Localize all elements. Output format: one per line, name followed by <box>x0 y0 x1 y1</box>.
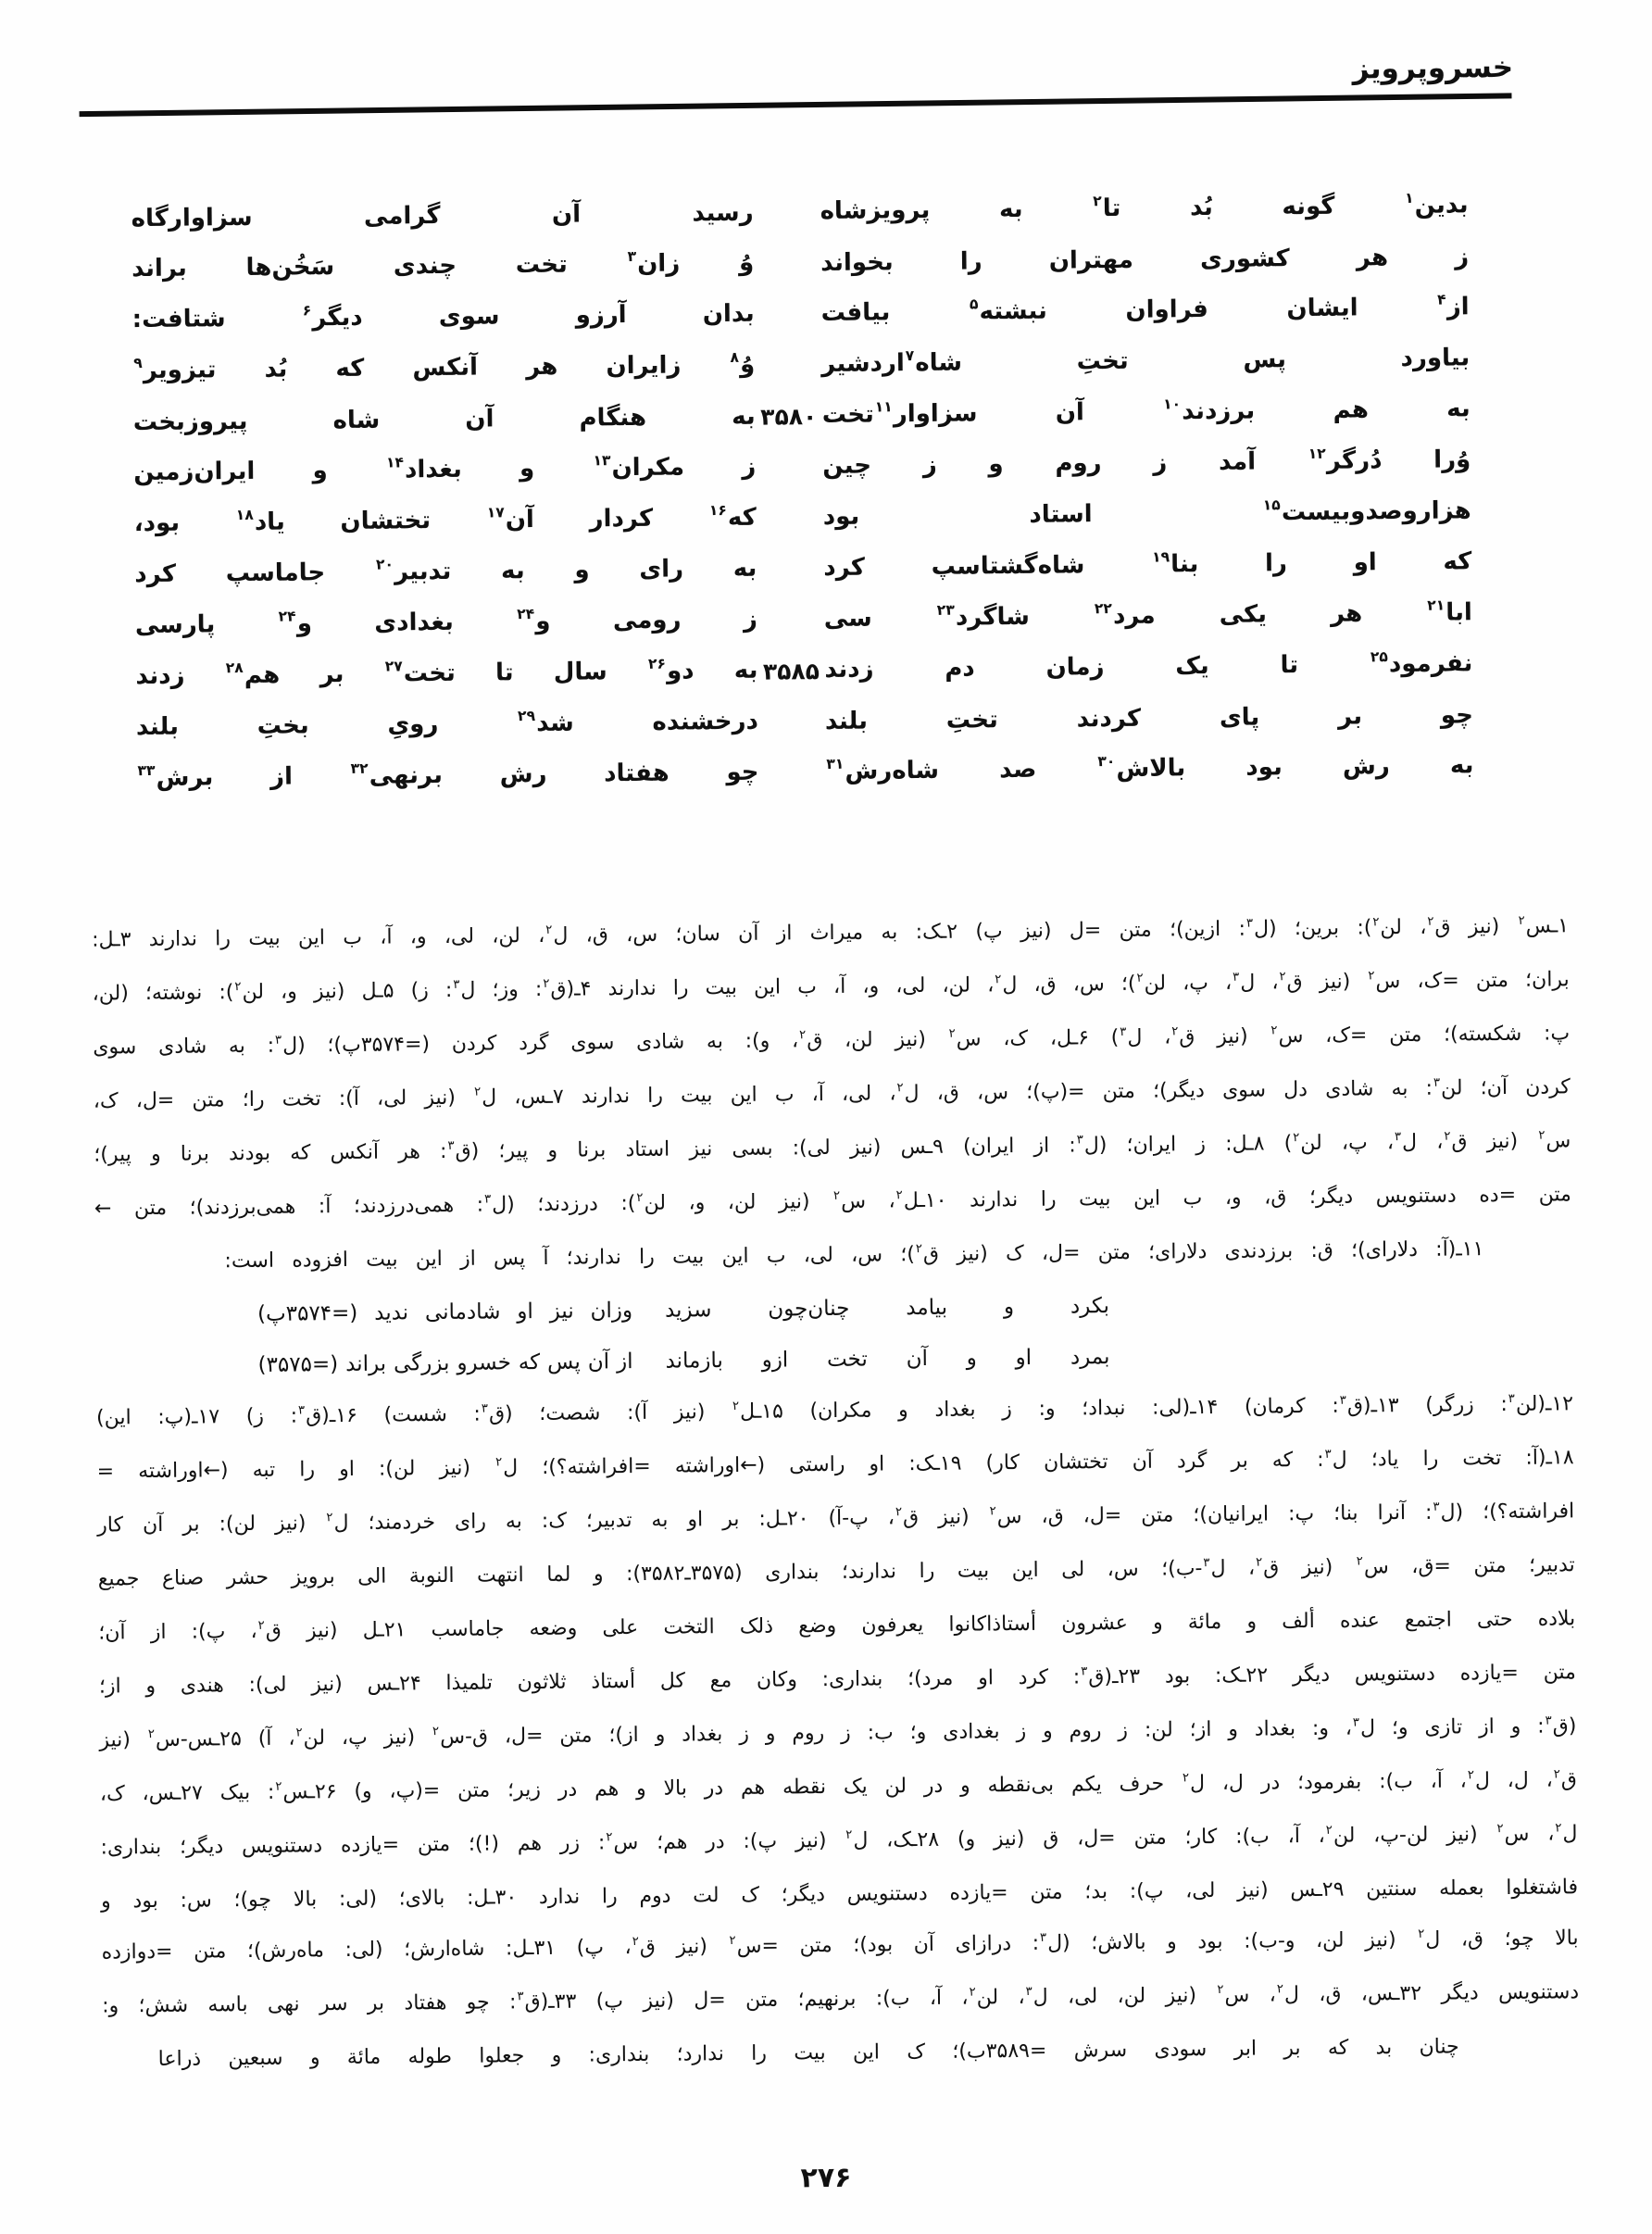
running-head-title: خسروپرویز <box>1352 50 1514 86</box>
second-hemistich: وُ$^۸$ زایران هر آنکس که بُد تیزویر$^۹$ <box>133 349 756 384</box>
apparatus-line: بران؛ متن =ک، س$^۲$ (نیز ق$^۲$، ل$^۳$، پ، لن$^۲$)؛ س، ق، ل$^۲$، لن، لی، و، آ، ب این بیت را ندارند ۴ـ(ق$^۲$: وز؛ ل$^۳$: ز) ۵ـل (نیز و، لن$^۲$): نوشته؛ (لن، <box>92 968 1570 1006</box>
couplet-second-hemistich: از آن پس که خسرو بزرگی براند (=۳۵۷۵) <box>257 1349 633 1377</box>
couplet-first-hemistich: بمرد او و آن تخت ازو بازماند <box>665 1345 1110 1374</box>
first-hemistich: وُرا دُرگر$^{۱۲}$ آمد ز روم و ز چین <box>822 445 1471 480</box>
apparatus-line: بلاده حتی اجتمع عنده ألف و مائة و عشرون أستاذاکانوا یعرفون وضع ذلک التخت علی وضعه جاماسب ۲۱ـل (نیز ق$^۲$، پ): از آن؛ <box>98 1607 1576 1645</box>
apparatus-line: متن =ده دستنویس دیگر؛ ق، و، ب این بیت را ندارند ۱۰ـل$^۲$، س$^۲$ (نیز لن، و، لن$^۲$): درزدند؛ (ل$^۳$: همی‌درزدند؛ آ: همی‌برزدند)؛ متن ← <box>94 1183 1571 1221</box>
page-footer <box>11 2153 1652 2202</box>
verse-row <box>136 741 1473 805</box>
apparatus-note-line: ۱۱ـ(آ: دلارای)؛ ق: برزدندی دلارای؛ متن =ل، ک (نیز ق$^۲$)؛ س، لی، ب این بیت را ندارند؛ آ پس از این بیت افزوده است: <box>224 1237 1484 1274</box>
verse-number <box>757 519 823 520</box>
verse-number <box>758 772 825 773</box>
apparatus-line: کردن آن؛ لن$^۳$: به شادی دل سوی دیگر)؛ متن =(پ)؛ س، ق، ل$^۲$، لی، آ، ب این بیت را ندارند ۷ـس، ل$^۲$ (نیز لی، آ): تخت را؛ متن =ل، ک، <box>93 1075 1571 1113</box>
second-hemistich: ز رومی و$^{۲۴}$ بغدادی و$^{۲۴}$ پارسی <box>134 605 758 639</box>
page-content <box>0 49 1652 2202</box>
critical-apparatus-section <box>92 900 1580 2085</box>
apparatus-line: ۱۸ـ(آ: تخت را یاد؛ ل$^۳$: که بر گرد آن تختشان کار) ۱۹ـک: او راستی (←اوراشته =افراشته؟)؛ ل$^۲$ (نیز لن): او را تبه (←اوراشته = <box>96 1446 1574 1484</box>
apparatus-line: پ: شکسته)؛ متن =ک، س$^۲$ (نیز ق$^۲$، ل$^۳$) ۶ـل، ک، س$^۲$ (نیز لن، ق$^۲$، و): به شادی سوی گرد کردن (=۳۵۷۴پ)؛ (ل$^۳$: به شادی سوی <box>93 1022 1571 1060</box>
second-hemistich: ز مکران$^{۱۳}$ و بغداد$^{۱۴}$ و ایران‌زمین <box>133 452 757 486</box>
second-hemistich: چو هفتاد رش برنهی$^{۳۲}$ از برش$^{۳۳}$ <box>137 758 759 792</box>
apparatus-last-line: چنان بد که بر ابر سودی سرش =۳۵۸۹ب)؛ ک این بیت را ندارد؛ بنداری: و جعلوا طوله مائة و سبعین ذراعا <box>157 2035 1459 2071</box>
first-hemistich: از$^۴$ ایشان فراوان نبشته$^۵$ بیافت <box>820 291 1470 327</box>
first-hemistich: به رش بود بالاش$^{۳۰}$ صد شاه‌رش$^{۳۱}$ <box>826 750 1474 785</box>
verse-number <box>756 468 822 469</box>
apparatus-line: فاشتغلوا بعمله سنتین ۲۹ـس (نیز لی، پ): بد؛ متن =یازده دستنویس دیگر؛ ک لت دوم را ندارد ۳۰ـل: بالای؛ (لی: بالا چو)؛ س: بود و <box>100 1876 1579 1914</box>
apparatus-line: س$^۲$ (نیز ق$^۲$، ل$^۳$، پ، لن$^۲$) ۸ـل: ز ایران؛ (ل$^۳$: از ایران) ۹ـس (نیز لی): بسی نیز استاد برنا و پیر؛ (ق$^۳$: هر آنکس که بودند برنا و پیر)؛ <box>94 1128 1571 1167</box>
first-hemistich: نفرمود$^{۲۵}$ تا یک زمان دم زدند <box>824 648 1473 684</box>
apparatus-line: ق$^۲$، ل، ل$^۲$، آ، ب): بفرمود؛ در ل، ل$^۲$ حرف یکم بی‌نقطه و در لن یک نقطه هم در بالا و هم در زیر؛ متن =(پ، و) ۲۶ـس$^۲$: بیک ۲۷ـس، ک، <box>99 1767 1578 1806</box>
apparatus-line: ۱۲ـ(لن$^۳$: زرگر) ۱۳ـ(ق$^۳$: کرمان) ۱۴ـ(لی: نبداد؛ و: ز بغداد و مکران) ۱۵ـل$^۲$ (نیز آ): شصت؛ (ق$^۳$: شست) ۱۶ـ(ق$^۳$: ز) ۱۷ـ(پ: این) <box>95 1392 1574 1430</box>
apparatus-line: ل$^۲$، س$^۲$ (نیز لن-پ، لن$^۲$، آ، ب): کار؛ متن =ل، ق (نیز و) ۲۸ـک، ل$^۲$ (نیز پ): در هم؛ س$^۲$: زر هم (!)؛ متن =یازده دستنویس دیگر؛ بنداری: <box>100 1821 1578 1860</box>
apparatus-line: تدبیر؛ متن =ق، س$^۲$ (نیز ق$^۲$، ل$^۳$-ب)؛ س، لی این بیت را ندارند؛ بنداری (۳۵۷۵ـ۳۵۸۲): و لما انتهت النوبة الی برویز حشر صناع جمیع <box>97 1553 1575 1591</box>
verse-number: ۳۵۸۵ <box>762 658 820 685</box>
apparatus-line: متن =یازده دستنویس دیگر ۲۲ـک: بود ۲۳ـ(ق$^۳$: کرد او مرد)؛ بنداری: وکان مع کل أستاذ ثلاثون تلمیذا ۲۴ـس (نیز لی): هندی و از؛ <box>98 1661 1576 1699</box>
first-hemistich: چو بر پای کردند تختِ بلند <box>824 701 1474 735</box>
second-hemistich: به رای و به تدبیر$^{۲۰}$ جاماسپ کرد <box>134 554 757 588</box>
second-hemistich: رسید آن گرامی سزاوارگاه <box>131 198 754 233</box>
first-hemistich: که او را بنا$^{۱۹}$ شاه‌گشتاسپ کرد <box>823 546 1472 582</box>
second-hemistich: وُ زان$^۳$ تخت چندی سَخُن‌ها براند <box>131 248 755 282</box>
verse-number <box>755 366 821 367</box>
apparatus-line: افراشته؟)؛ (ل$^۳$: آنرا بنا؛ پ: ایرانیان)؛ متن =ل، ق، س$^۲$ (نیز ق$^۲$، پ-آ) ۲۰ـل: بر او به تدبیر؛ ک: به رای خردمند؛ ل$^۲$ (نیز لن): بر آن کار <box>97 1500 1575 1537</box>
header-rule <box>80 93 1512 117</box>
apparatus-line: (ق$^۳$: و از تازی و؛ ل$^۳$، و: بغداد و از؛ لن: ز روم و ز بغدادی و؛ ب: ز روم و ز بغداد و از)؛ متن =ل، ق-س$^۲$ (نیز پ، لن$^۲$، آ) ۲۵ـس-س$^۲$ (نیز <box>99 1713 1577 1752</box>
verse-number: ۳۵۸۰ <box>760 403 818 431</box>
inserted-couplet-row <box>257 1281 1109 1340</box>
first-hemistich: بیاورد پس تختِ شاه$^۷$اردشیر <box>821 343 1471 378</box>
verse-number <box>754 264 820 265</box>
apparatus-line: بالا چو؛ ق، ل$^۲$ (نیز لن، و-ب): بود و بالاش؛ (ل$^۳$: درازای آن بود)؛ متن =س$^۲$ (نیز ق$^۲$، پ) ۳۱ـل: شاه‌ارش؛ (لی: ماه‌رش)؛ متن =دوازده <box>101 1927 1579 1964</box>
couplet-first-hemistich: بکرد و بیامد چنان‌چون سزید <box>664 1294 1110 1323</box>
apparatus-line: ۱ـس$^۲$ (نیز ق$^۲$، لن$^۲$): برین؛ (ل$^۳$: ازین)؛ متن =ل (نیز پ) ۲ـک: به میراث از آن سان؛ س، ق، ل$^۲$، لن، لی، و، آ، ب این بیت را ندارند ۳ـل: <box>92 914 1570 952</box>
page-number: ۲۷۶ <box>800 2161 852 2195</box>
second-hemistich: که$^{۱۶}$ کردار آن$^{۱۷}$ تختشان یاد$^{۱۸}$ بود، <box>133 502 757 537</box>
verse-number <box>755 315 821 316</box>
second-hemistich: به دو$^{۲۶}$ سال تا تخت$^{۲۷}$ بر هم$^{۲۸}$ زدند <box>135 656 758 690</box>
couplet-second-hemistich: وزان نیز او شادمانی ندید (=۳۵۷۴پ) <box>257 1299 633 1326</box>
second-hemistich: درخشنده شد$^{۲۹}$ رویِ بختِ بلند <box>135 707 759 741</box>
first-hemistich: هزاروصدوبیست$^{۱۵}$ استاد بود <box>822 496 1471 531</box>
verse-number <box>757 570 823 571</box>
first-hemistich: ابا$^{۲۱}$ هر یکی مرد$^{۲۲}$ شاگرد$^{۲۳}$ سی <box>823 596 1472 633</box>
first-hemistich: به هم برزدند$^{۱۰}$ آن سزاوار$^{۱۱}$تخت <box>821 394 1471 429</box>
first-hemistich: ز هر کشوری مهتران را بخواند <box>820 243 1470 278</box>
apparatus-line: دستنویس دیگر ۳۲ـس، ق، ل$^۲$، س$^۲$ (نیز لن، لی، ل$^۳$، لن$^۲$، آ، ب): برنهیم؛ متن =ل (نیز پ) ۳۳ـ(ق$^۳$: چو هفتاد بر سر نهی باسه شش؛ و: <box>102 1980 1580 2018</box>
second-hemistich: بدان آرزو سوی دیگر$^۶$ شتافت: <box>131 299 755 333</box>
inserted-couplet-row <box>257 1332 1109 1391</box>
verse-number <box>754 213 820 214</box>
poem-section <box>131 181 1473 805</box>
first-hemistich: بدین$^۱$ گونه بُد تا$^۲$ به پرویزشاه <box>820 190 1469 225</box>
second-hemistich: به هنگام آن شاه پیروزبخت <box>132 402 756 437</box>
